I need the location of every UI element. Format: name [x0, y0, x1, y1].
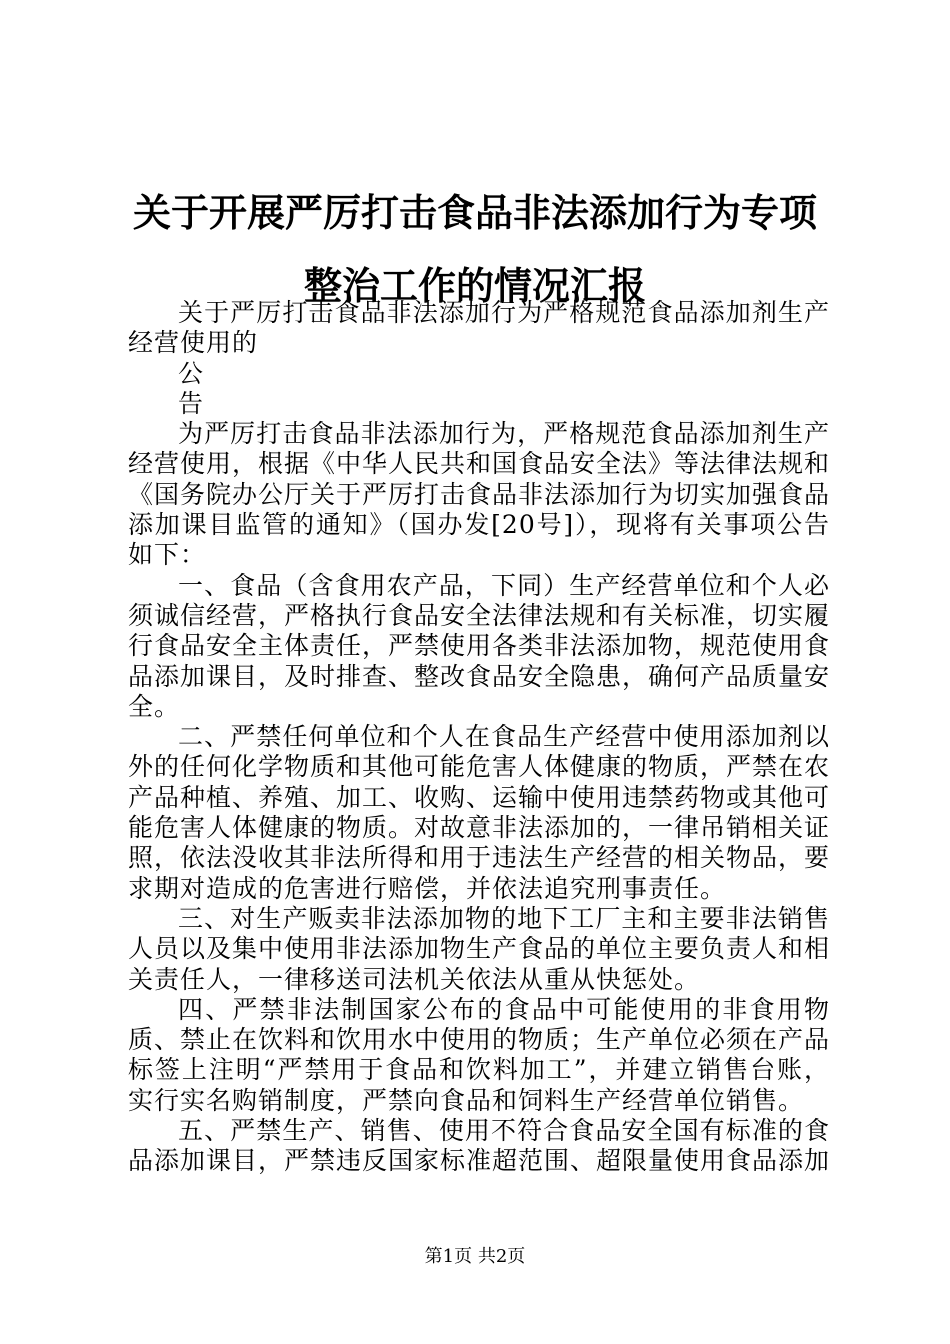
intro-paragraph: 关于严厉打击食品非法添加行为严格规范食品添加剂生产经营使用的	[128, 298, 830, 358]
paragraph-item-5: 五、严禁生产、销售、使用不符合食品安全国有标准的食品添加课目，严禁违反国家标准超范围、超限量使用食品添加	[128, 1116, 831, 1176]
notice-heading-line2: 告	[178, 388, 205, 418]
notice-heading-line1: 公	[178, 358, 205, 388]
document-title: 关于开展严厉打击食品非法添加行为专项整治工作的情况汇报	[132, 190, 817, 308]
paragraph-item-2: 二、严禁任何单位和个人在食品生产经营中使用添加剂以外的任何化学物质和其他可能危害人体健康的物质，严禁在农产品种植、养殖、加工、收购、运输中使用违禁药物或其他可能危害人体健康的物质。对故意非法添加的，一律吊销相关证照，依法没收其非法所得和用于违法生产经营的相关物品，要求期对造成的危害进行赔偿，并依法追究刑事责任。	[128, 722, 831, 903]
paragraph-item-3: 三、对生产贩卖非法添加物的地下工厂主和主要非法销售人员以及集中使用非法添加物生产食品的单位主要负责人和相关责任人，一律移送司法机关依法从重从快惩处。	[128, 903, 831, 994]
paragraph-item-1: 一、食品（含食用农产品，下同）生产经营单位和个人必须诚信经营，严格执行食品安全法律法规和有关标准，切实履行食品安全主体责任，严禁使用各类非法添加物，规范使用食品添加课目，及时排查、整改食品安全隐患，确何产品质量安全。	[128, 570, 831, 721]
paragraph-item-4: 四、严禁非法制国家公布的食品中可能使用的非食用物质、禁止在饮料和饮用水中使用的物质；生产单位必须在产品标签上注明“严禁用于食品和饮料加工”，并建立销售台账，实行实名购销制度，严禁向食品和饲料生产经营单位销售。	[128, 994, 831, 1115]
page-footer: 第1页 共2页	[424, 1246, 526, 1267]
document-body	[128, 298, 830, 1177]
paragraph-preamble: 为严厉打击食品非法添加行为，严格规范食品添加剂生产经营使用，根据《中华人民共和国食品安全法》等法律法规和《国务院办公厅关于严厉打击食品非法添加行为切实加强食品添加课目监管的通知》（国办发[20号]），现将有关事项公告如下：	[128, 419, 831, 570]
